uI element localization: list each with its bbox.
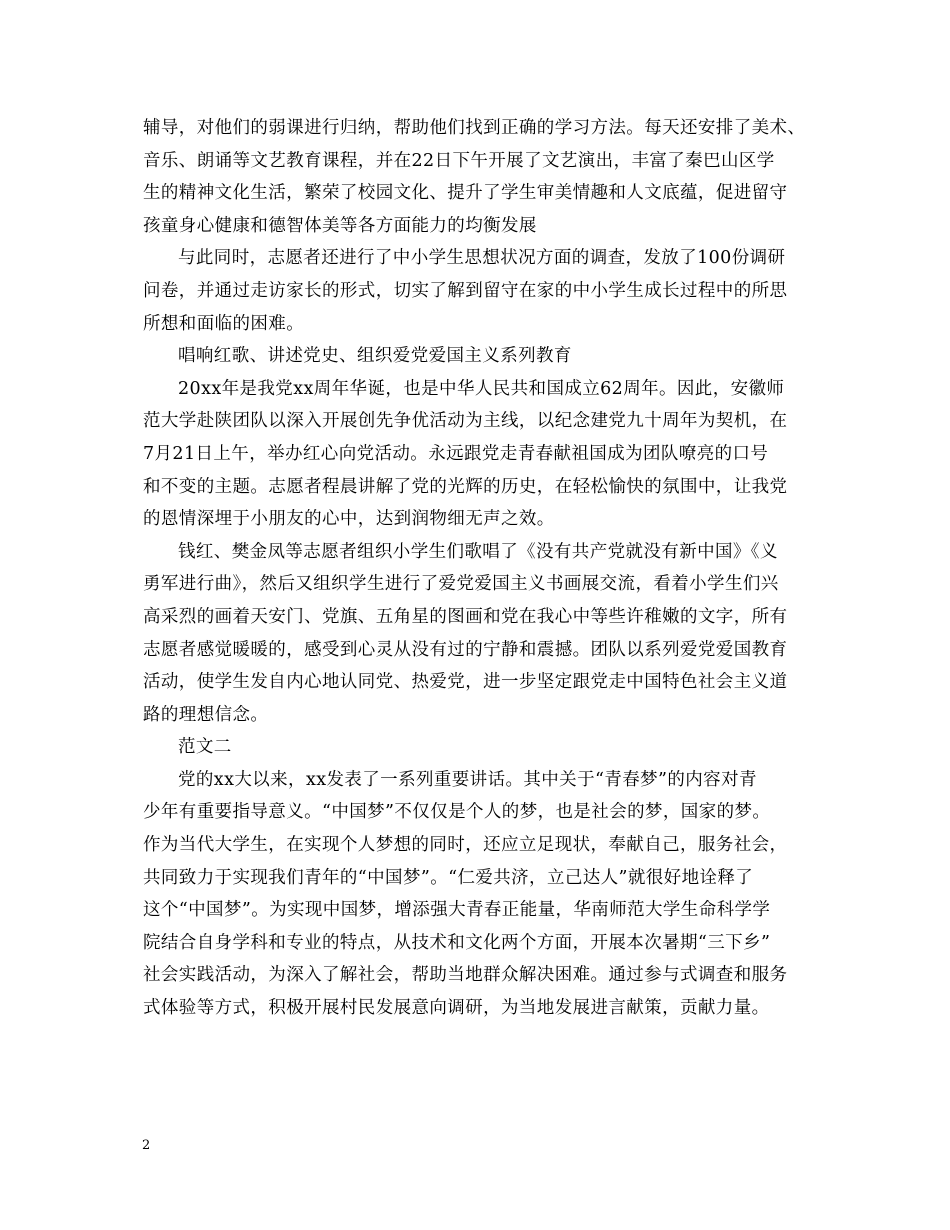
text-line: 所想和面临的困难。 bbox=[143, 313, 305, 334]
text-line: 高采烈的画着天安门、党旗、五角星的图画和党在我心中等些许稚嫩的文字，所有 bbox=[143, 606, 788, 627]
paragraph-4 bbox=[143, 536, 811, 732]
text-line: 孩童身心健康和德智体美等各方面能力的均衡发展 bbox=[143, 215, 537, 236]
body-text bbox=[143, 112, 811, 1025]
text-line: 唱响红歌、讲述党史、组织爱党爱国主义系列教育 bbox=[178, 346, 572, 367]
text-line: 的恩情深埋于小朋友的心中，达到润物细无声之效。 bbox=[143, 509, 555, 530]
text-line: 范大学赴陕团队以深入开展创先争优活动为主线，以纪念建党九十周年为契机，在 bbox=[143, 411, 788, 432]
text-line: 志愿者感觉暖暖的，感受到心灵从没有过的宁静和震撼。团队以系列爱党爱国教育 bbox=[143, 639, 788, 660]
text-line: 少年有重要指导意义。“中国梦”不仅仅是个人的梦，也是社会的梦，国家的梦。 bbox=[143, 802, 771, 823]
paragraph-3 bbox=[143, 373, 811, 536]
text-line: 与此同时，志愿者还进行了中小学生思想状况方面的调查，发放了100份调研 bbox=[178, 248, 786, 269]
text-line: 辅导，对他们的弱课进行归纳，帮助他们找到正确的学习方法。每天还安排了美术、 bbox=[143, 118, 806, 138]
paragraph-1 bbox=[143, 112, 811, 242]
text-line: 院结合自身学科和专业的特点，从技术和文化两个方面，开展本次暑期“三下乡” bbox=[143, 932, 771, 953]
text-line: 和不变的主题。志愿者程晨讲解了党的光辉的历史，在轻松愉快的氛围中，让我党 bbox=[143, 476, 788, 497]
text-line: 路的理想信念。 bbox=[143, 704, 269, 725]
text-line: 范文二 bbox=[178, 737, 232, 758]
paragraph-2 bbox=[143, 242, 811, 340]
text-line: 20xx年是我党xx周年华诞，也是中华人民共和国成立62周年。因此，安徽师 bbox=[178, 378, 785, 399]
text-line: 问卷，并通过走访家长的形式，切实了解到留守在家的中小学生成长过程中的所思 bbox=[143, 280, 788, 301]
text-line: 这个“中国梦”。为实现中国梦，增添强大青春正能量，华南师范大学生命科学学 bbox=[143, 900, 771, 921]
text-line: 作为当代大学生，在实现个人梦想的同时，还应立足现状，奉献自己，服务社会， bbox=[143, 835, 788, 856]
text-line: 党的xx大以来，xx发表了一系列重要讲话。其中关于“青春梦”的内容对青 bbox=[178, 769, 757, 790]
text-line: 共同致力于实现我们青年的“中国梦”。“仁爱共济，立己达人”就很好地诠释了 bbox=[143, 867, 754, 888]
text-line: 勇军进行曲》，然后又组织学生进行了爱党爱国主义书画展交流，看着小学生们兴 bbox=[143, 574, 779, 595]
section-heading bbox=[143, 340, 811, 373]
page-number: 2 bbox=[142, 1138, 151, 1153]
text-line: 生的精神文化生活，繁荣了校园文化、提升了学生审美情趣和人文底蕴，促进留守 bbox=[143, 183, 788, 204]
text-line: 式体验等方式，积极开展村民发展意向调研，为当地发展进言献策，贡献力量。 bbox=[143, 998, 770, 1019]
section-title bbox=[143, 731, 811, 764]
text-line: 社会实践活动，为深入了解社会，帮助当地群众解决困难。通过参与式调查和服务 bbox=[143, 965, 788, 986]
paragraph-5 bbox=[143, 764, 811, 1025]
text-line: 活动，使学生发自内心地认同党、热爱党，进一步坚定跟党走中国特色社会主义道 bbox=[143, 672, 788, 693]
text-line: 7月21日上午，举办红心向党活动。永远跟党走青春献祖国成为团队嘹亮的口号 bbox=[143, 443, 769, 464]
text-line: 钱红、樊金凤等志愿者组织小学生们歌唱了《没有共产党就没有新中国》《义 bbox=[178, 541, 778, 562]
text-line: 音乐、朗诵等文艺教育课程，并在22日下午开展了文艺演出，丰富了秦巴山区学 bbox=[143, 150, 775, 171]
